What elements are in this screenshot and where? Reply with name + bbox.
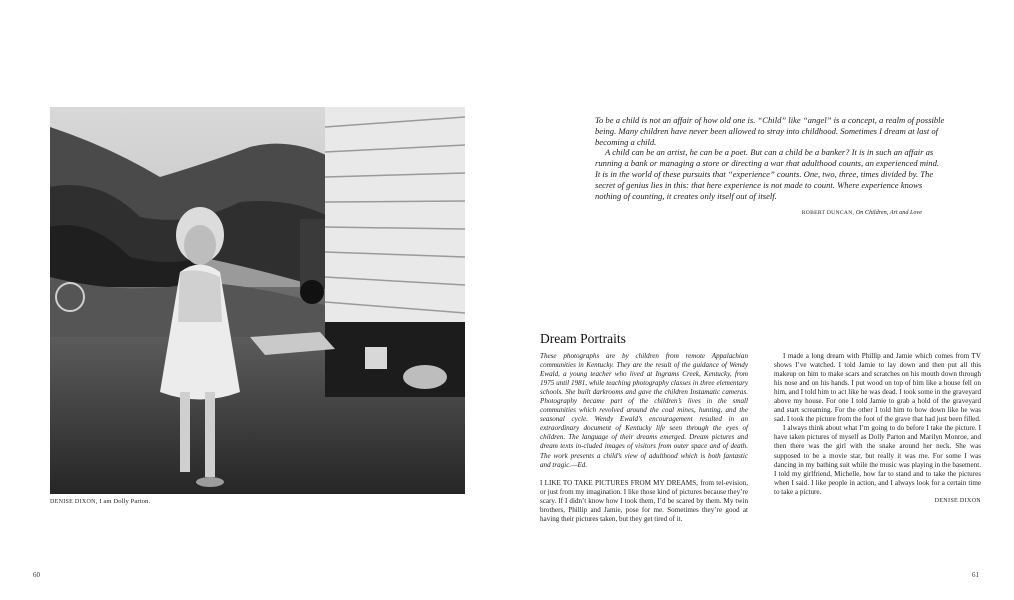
text-column-right	[774, 352, 981, 506]
epigraph-paragraph: To be a child is not an affair of how old one is. “Child” like “angel” is a concept, a realm of possible being. Many children have never been allowed to stray into childhood. Sometimes I dream at last of becoming a child.	[595, 115, 945, 147]
right-page	[507, 0, 1014, 600]
epigraph-source: On Children, Art and Love	[855, 209, 922, 216]
page-number-right: 61	[972, 571, 979, 579]
body-paragraph: I made a long dream with Phillip and Jamie which comes from TV shows I’ve watched. I told Jamie to lay down and then put all this makeup on him to make scars and scratches on his mouth down through his nose and on his hands. I put wood on top of him like a house fell on him, and I told him to act like he was dead. I took some in the graveyard above my house. For one I told Jamie to grab a hold of the graveyard and start screaming. For the other I told him to bow down like he was sad. I took the picture from the foot of the grave that had just been filled.	[774, 352, 981, 424]
epigraph-attribution	[595, 209, 922, 216]
text-column-left	[540, 352, 748, 524]
body-paragraph: I LIKE TO TAKE PICTURES FROM MY DREAMS, from tel-evision, or just from my imagination. I like those kind of pictures because they’re scary. If I didn’t know how I took them, I’d be scared by them. My twin brothers, Phillip and Jamie, pose for me. Sometimes they’re good at having their pictures taken, but they get tired of it.	[540, 478, 748, 523]
epigraph-author: ROBERT DUNCAN,	[801, 210, 855, 216]
photograph-icon	[50, 107, 465, 494]
caption-title: I am Dolly Parton.	[99, 498, 151, 505]
caption-photographer: DENISE DIXON,	[50, 499, 98, 505]
author-signature: DENISE DIXON	[934, 497, 981, 504]
section-heading: Dream Portraits	[540, 331, 626, 346]
editor-intro: These photographs are by children from remote Appalachian communities in Kentucky. They are the result of the guidance of Wendy Ewald, a young teacher who lived at Ingrams Creek, Kentucky, from 1975 until 1981, while teaching photography classes in three elementary schools. She built darkrooms and gave the children Instamatic cameras. Photography became part of the children’s lives in the small communities which revolved around the coal mines, hunting, and the seasonal cycle. Wendy Ewald’s encouragement resulted in an extraordinary document of Kentucky life seen through the eyes of children. The language of their dreams emerged. Dream pictures and dream texts in-cluded images of visitors from outer space and of death. The work presents a child’s view of adulthood which is both fantastic and tragic.—Ed.	[540, 352, 748, 469]
dolly-parton-photograph	[50, 107, 465, 494]
body-paragraph: I always think about what I’m going to do before I take the picture. I have taken pictures of myself as Dolly Parton and Marilyn Monroe, and then there was the girl with the snake around her neck. She was supposed to be a movie star, but really it was me. For some I was dancing in my bathing suit while the music was playing in the basement. I told my girlfriend, Michelle, how far to stand and to take the pictures when I said. I like people in action, and I always look for a certain time to take a picture.	[774, 424, 981, 496]
photo-caption	[50, 498, 150, 505]
page-number-left: 60	[33, 571, 40, 579]
epigraph-paragraph: A child can be an artist, he can be a poet. But can a child be a banker? It is in such an affair as running a bank or managing a store or directing a war that adulthood counts, an experienced mind. It is in the world of these pursuits that “experience” counts. One, two, three, times divided by. The secret of genius lies in this: that here experience is not made to count. Where experience knows nothing of counting, it creates only itself out of itself.	[595, 147, 940, 201]
epigraph	[595, 115, 945, 201]
